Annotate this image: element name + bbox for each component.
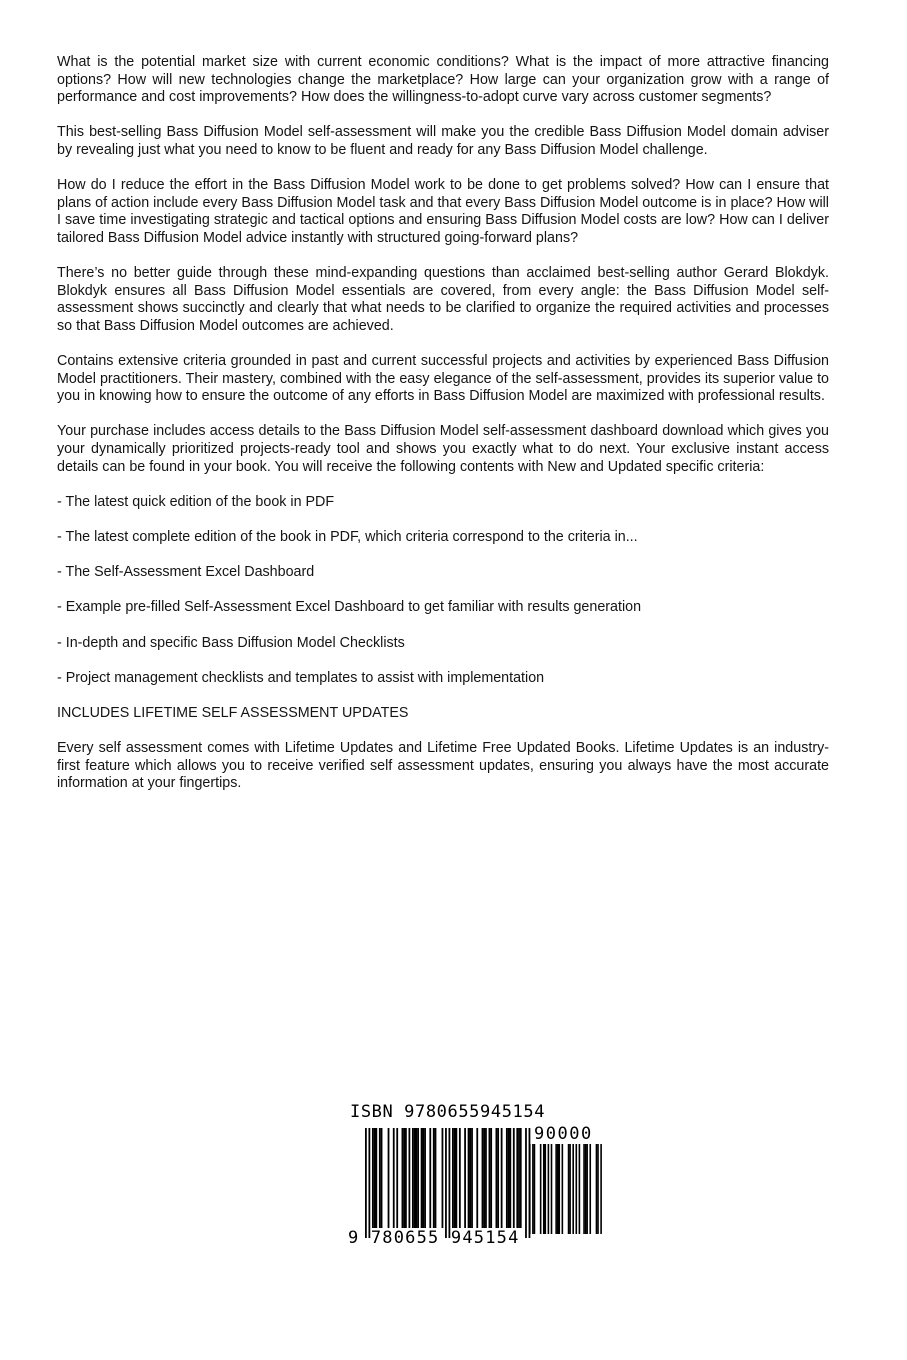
barcode-bar-20 [424, 1128, 426, 1228]
barcode-bar-37 [483, 1128, 485, 1228]
barcode-bar-14 [412, 1128, 414, 1228]
barcode-bar-43 [501, 1128, 503, 1228]
barcode-bar-10 [402, 1128, 404, 1228]
bullet-complete-edition: - The latest complete edition of the book in PDF, which criteria correspond to the criteria in... [57, 529, 638, 546]
barcode-bar-26 [449, 1128, 451, 1238]
barcode-bar-40 [490, 1128, 492, 1228]
barcode-bar-11 [403, 1128, 405, 1228]
barcode-bar-29 [455, 1128, 457, 1228]
barcode-bar-1 [368, 1128, 370, 1238]
paragraph-criteria: Contains extensive criteria grounded in past and current successful projects and activities by experienced Bass Diffusion Model practitioners. Their mastery, combined with the easy elegance of the self-assessment, provides its superior value to you in knowing how to ensure the outcome of any efforts in Bass Diffusion Model are maximized with professional results. [57, 353, 829, 405]
isbn-label: ISBN 9780655945154 [350, 1102, 546, 1122]
addon-bar-21 [562, 1144, 564, 1234]
barcode-bar-33 [469, 1128, 471, 1228]
barcode-bar-16 [415, 1128, 417, 1228]
description-text [57, 54, 829, 811]
barcode-bar-32 [468, 1128, 470, 1228]
updates-heading: INCLUDES LIFETIME SELF ASSESSMENT UPDATES [57, 704, 409, 721]
barcode-bar-27 [452, 1128, 454, 1228]
addon-bar-0 [529, 1144, 531, 1234]
barcode-bar-44 [506, 1128, 508, 1228]
addon-bar-7 [540, 1144, 542, 1234]
bullet-excel-dashboard: - The Self-Assessment Excel Dashboard [57, 564, 315, 581]
barcode-bar-47 [513, 1128, 515, 1228]
barcode-bar-25 [445, 1128, 447, 1238]
addon-bar-36 [585, 1144, 587, 1234]
barcode-bar-48 [516, 1128, 518, 1228]
addon-bar-35 [583, 1144, 585, 1234]
addon-bar-44 [597, 1144, 599, 1234]
barcode-bar-50 [520, 1128, 522, 1228]
barcode-bar-21 [429, 1128, 431, 1228]
addon-bar-32 [579, 1144, 581, 1234]
barcode-bar-4 [375, 1128, 377, 1228]
barcode-bar-5 [379, 1128, 381, 1228]
barcode-bar-30 [459, 1128, 461, 1228]
addon-bar-2 [532, 1144, 534, 1234]
bullet-quick-edition: - The latest quick edition of the book in PDF [57, 493, 335, 510]
barcode-bar-3 [374, 1128, 376, 1228]
barcode-bar-2 [372, 1128, 374, 1228]
addon-bar-3 [534, 1144, 536, 1234]
bullet-checklists: - In-depth and specific Bass Diffusion Model Checklists [57, 634, 405, 651]
barcode-bar-34 [471, 1128, 473, 1228]
barcode-bar-45 [508, 1128, 510, 1228]
barcode-bar-17 [417, 1128, 419, 1228]
paragraph-best-selling: This best-selling Bass Diffusion Model self-assessment will make you the credible Bass Diffusion Model domain adviser by revealing just what you need to know to be fluent and ready for any Bass Diffusion Model challenge. [57, 124, 829, 158]
barcode-bar-22 [433, 1128, 435, 1228]
barcode-bar-6 [381, 1128, 383, 1228]
paragraph-lifetime-updates: Every self assessment comes with Lifetime Updates and Lifetime Free Updated Books. Lifetime Updates is an industry-first feature which allows you to receive verified self assessment updates, ensuring you always have the most accurate information at your fingertips. [57, 740, 829, 792]
barcode-bar-23 [435, 1128, 437, 1228]
barcode-bar-9 [396, 1128, 398, 1228]
addon-bar-39 [589, 1144, 591, 1234]
barcode-bar-18 [421, 1128, 423, 1228]
addon-bar-30 [576, 1144, 578, 1234]
barcode-bar-41 [496, 1128, 498, 1228]
barcode-bar-24 [442, 1128, 444, 1228]
barcode-bar-38 [485, 1128, 487, 1228]
bullet-prefilled-dashboard: - Example pre-filled Self-Assessment Excel Dashboard to get familiar with results generation [57, 599, 642, 616]
isbn-barcode [348, 1102, 610, 1252]
barcode-bar-19 [422, 1128, 424, 1228]
addon-bar-25 [568, 1144, 570, 1234]
paragraph-author: There’s no better guide through these mind-expanding questions than acclaimed best-selling author Gerard Blokdyk. Blokdyk ensures all Bass Diffusion Model essentials are covered, from every angle: the Bass Diffusion Model self-assessment shows succinctly and clearly that what needs to be clarified to organize the required activities and processes so that Bass Diffusion Model outcomes are achieved. [57, 265, 829, 334]
barcode-bar-36 [482, 1128, 484, 1228]
addon-bar-37 [586, 1144, 588, 1234]
barcode-bar-35 [476, 1128, 478, 1228]
addon-bar-28 [572, 1144, 574, 1234]
addon-bar-17 [555, 1144, 557, 1234]
paragraph-market-questions: What is the potential market size with current economic conditions? What is the impact of more attractive financing options? How will new technologies change the marketplace? How large can your organization grow with a range of performance and cost improvements? How does the willingness-to-adopt curve vary across customer segments? [57, 54, 829, 106]
barcode-bar-12 [405, 1128, 407, 1228]
barcode-bar-8 [393, 1128, 395, 1228]
paragraph-purchase: Your purchase includes access details to the Bass Diffusion Model self-assessment dashboard download which gives you your dynamically prioritized projects-ready tool and shows you exactly what to do next. Your exclusive instant access details can be found in your book. You will receive the following contents with New and Updated specific criteria: [57, 423, 829, 475]
barcode-bar-31 [464, 1128, 466, 1228]
barcode-digits: 9 780655 945154 [348, 1228, 520, 1248]
addon-digits: 90000 [534, 1124, 593, 1144]
barcode-bar-46 [509, 1128, 511, 1228]
barcode-bar-51 [525, 1128, 527, 1238]
addon-bar-9 [543, 1144, 545, 1234]
addon-bar-10 [545, 1144, 547, 1234]
barcode-bar-49 [518, 1128, 520, 1228]
addon-bar-12 [548, 1144, 550, 1234]
barcode-bar-39 [489, 1128, 491, 1228]
addon-bar-18 [557, 1144, 559, 1234]
barcode-bar-15 [414, 1128, 416, 1228]
addon-bar-46 [600, 1144, 602, 1234]
addon-bar-43 [596, 1144, 598, 1234]
barcode-bar-42 [497, 1128, 499, 1228]
barcode-bar-0 [365, 1128, 367, 1238]
barcode-bar-28 [454, 1128, 456, 1228]
paragraph-reduce-effort: How do I reduce the effort in the Bass Diffusion Model work to be done to get problems solved? How can I ensure that plans of action include every Bass Diffusion Model task and that every Bass Diffusion Model outcome is in place? How will I save time investigating strategic and tactical options and ensuring Bass Diffusion Model costs are low? How can I deliver tailored Bass Diffusion Model advice instantly with structured going-forward plans? [57, 177, 829, 246]
addon-bar-19 [558, 1144, 560, 1234]
barcode-bar-7 [388, 1128, 390, 1228]
bullet-project-management: - Project management checklists and templates to assist with implementation [57, 669, 545, 686]
addon-bar-14 [551, 1144, 553, 1234]
barcode-bar-13 [409, 1128, 411, 1228]
addon-bar-26 [569, 1144, 571, 1234]
